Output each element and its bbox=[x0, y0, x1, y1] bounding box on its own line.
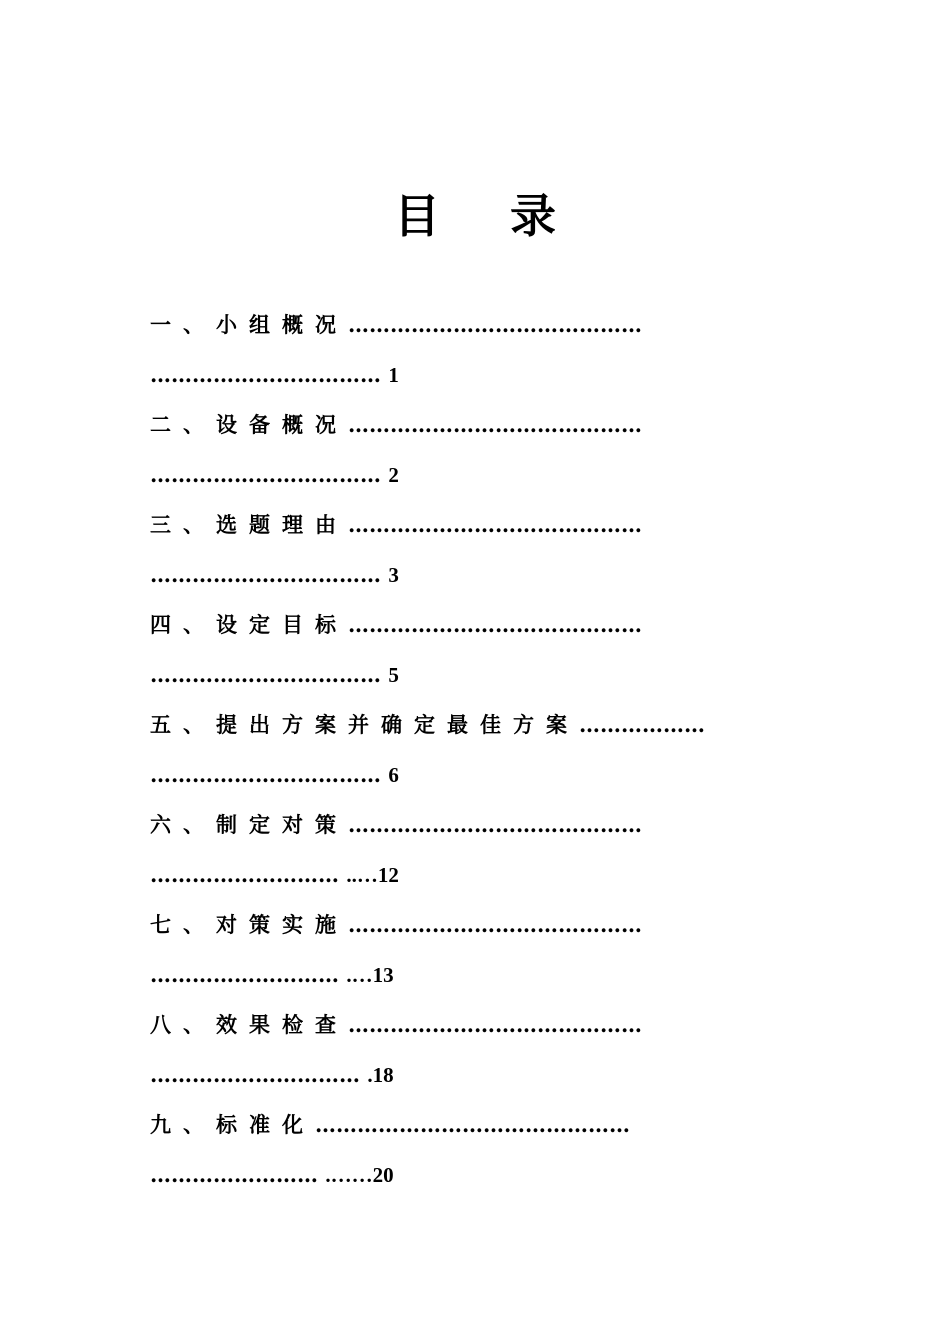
toc-leader: …………………………… bbox=[150, 462, 381, 487]
toc-leader: …………………………………… bbox=[348, 512, 642, 537]
toc-entry-4[interactable] bbox=[150, 600, 800, 700]
toc-heading: 九、标准化 bbox=[150, 1113, 315, 1137]
toc-line-2 bbox=[150, 1050, 800, 1100]
toc-line-1 bbox=[150, 500, 800, 550]
toc-heading: 六、制定对策 bbox=[150, 813, 348, 837]
toc-line-1 bbox=[150, 1000, 800, 1050]
toc-leader: …………………………………… bbox=[348, 612, 642, 637]
toc-leader: …………………………… bbox=[150, 662, 381, 687]
toc-page-number: .18 bbox=[367, 1063, 394, 1087]
toc-page-number: 2 bbox=[388, 463, 399, 487]
toc-line-2 bbox=[150, 750, 800, 800]
toc-line-1 bbox=[150, 600, 800, 650]
toc-line-1 bbox=[150, 300, 800, 350]
toc-page-number: .…13 bbox=[346, 963, 394, 987]
toc-line-2 bbox=[150, 1150, 800, 1200]
toc-heading: 五、提出方案并确定最佳方案 bbox=[150, 713, 579, 737]
toc-heading: 三、选题理由 bbox=[150, 513, 348, 537]
toc-line-1 bbox=[150, 900, 800, 950]
toc-leader: …………………………………… bbox=[348, 1012, 642, 1037]
toc-leader: …………………………………… bbox=[348, 412, 642, 437]
toc-page-number: 1 bbox=[388, 363, 399, 387]
toc-entry-1[interactable] bbox=[150, 300, 800, 400]
toc-leader: …………………………………… bbox=[348, 312, 642, 337]
toc-line-2 bbox=[150, 350, 800, 400]
toc-leader: ……………… bbox=[579, 712, 705, 737]
toc-leader: …………………………………… bbox=[348, 912, 642, 937]
toc-leader: …………………………… bbox=[150, 562, 381, 587]
toc-heading: 七、对策实施 bbox=[150, 913, 348, 937]
toc-page-number: 3 bbox=[388, 563, 399, 587]
toc-leader: …………………………………… bbox=[348, 812, 642, 837]
toc-heading: 四、设定目标 bbox=[150, 613, 348, 637]
toc-entry-7[interactable] bbox=[150, 900, 800, 1000]
toc-line-1 bbox=[150, 700, 800, 750]
toc-line-1 bbox=[150, 400, 800, 450]
toc-line-1 bbox=[150, 1100, 800, 1150]
toc-page-number: 5 bbox=[388, 663, 399, 687]
toc-entry-5[interactable] bbox=[150, 700, 800, 800]
toc-page-number: .……20 bbox=[325, 1163, 394, 1187]
toc-entry-2[interactable] bbox=[150, 400, 800, 500]
toc-heading: 八、效果检查 bbox=[150, 1013, 348, 1037]
toc-page-number: 6 bbox=[388, 763, 399, 787]
toc-line-1 bbox=[150, 800, 800, 850]
toc-line-2 bbox=[150, 950, 800, 1000]
toc-leader: ………………………… bbox=[150, 1062, 360, 1087]
page-title bbox=[0, 186, 950, 246]
toc-leader: ……………………… bbox=[150, 862, 339, 887]
toc-line-2 bbox=[150, 650, 800, 700]
toc-heading: 一、小组概况 bbox=[150, 313, 348, 337]
toc-line-2 bbox=[150, 850, 800, 900]
toc-entry-6[interactable] bbox=[150, 800, 800, 900]
toc-entry-3[interactable] bbox=[150, 500, 800, 600]
toc-entry-8[interactable] bbox=[150, 1000, 800, 1100]
table-of-contents bbox=[150, 300, 800, 1200]
toc-page-number: ..…12 bbox=[346, 863, 399, 887]
title-char-2: 录 bbox=[510, 189, 556, 243]
toc-line-2 bbox=[150, 550, 800, 600]
toc-leader: ……………………………………… bbox=[315, 1112, 630, 1137]
toc-entry-9[interactable] bbox=[150, 1100, 800, 1200]
toc-leader: …………………………… bbox=[150, 362, 381, 387]
toc-leader: …………………… bbox=[150, 1162, 318, 1187]
toc-heading: 二、设备概况 bbox=[150, 413, 348, 437]
title-char-1: 目 bbox=[394, 189, 440, 243]
toc-leader: …………………………… bbox=[150, 762, 381, 787]
toc-line-2 bbox=[150, 450, 800, 500]
toc-leader: ……………………… bbox=[150, 962, 339, 987]
